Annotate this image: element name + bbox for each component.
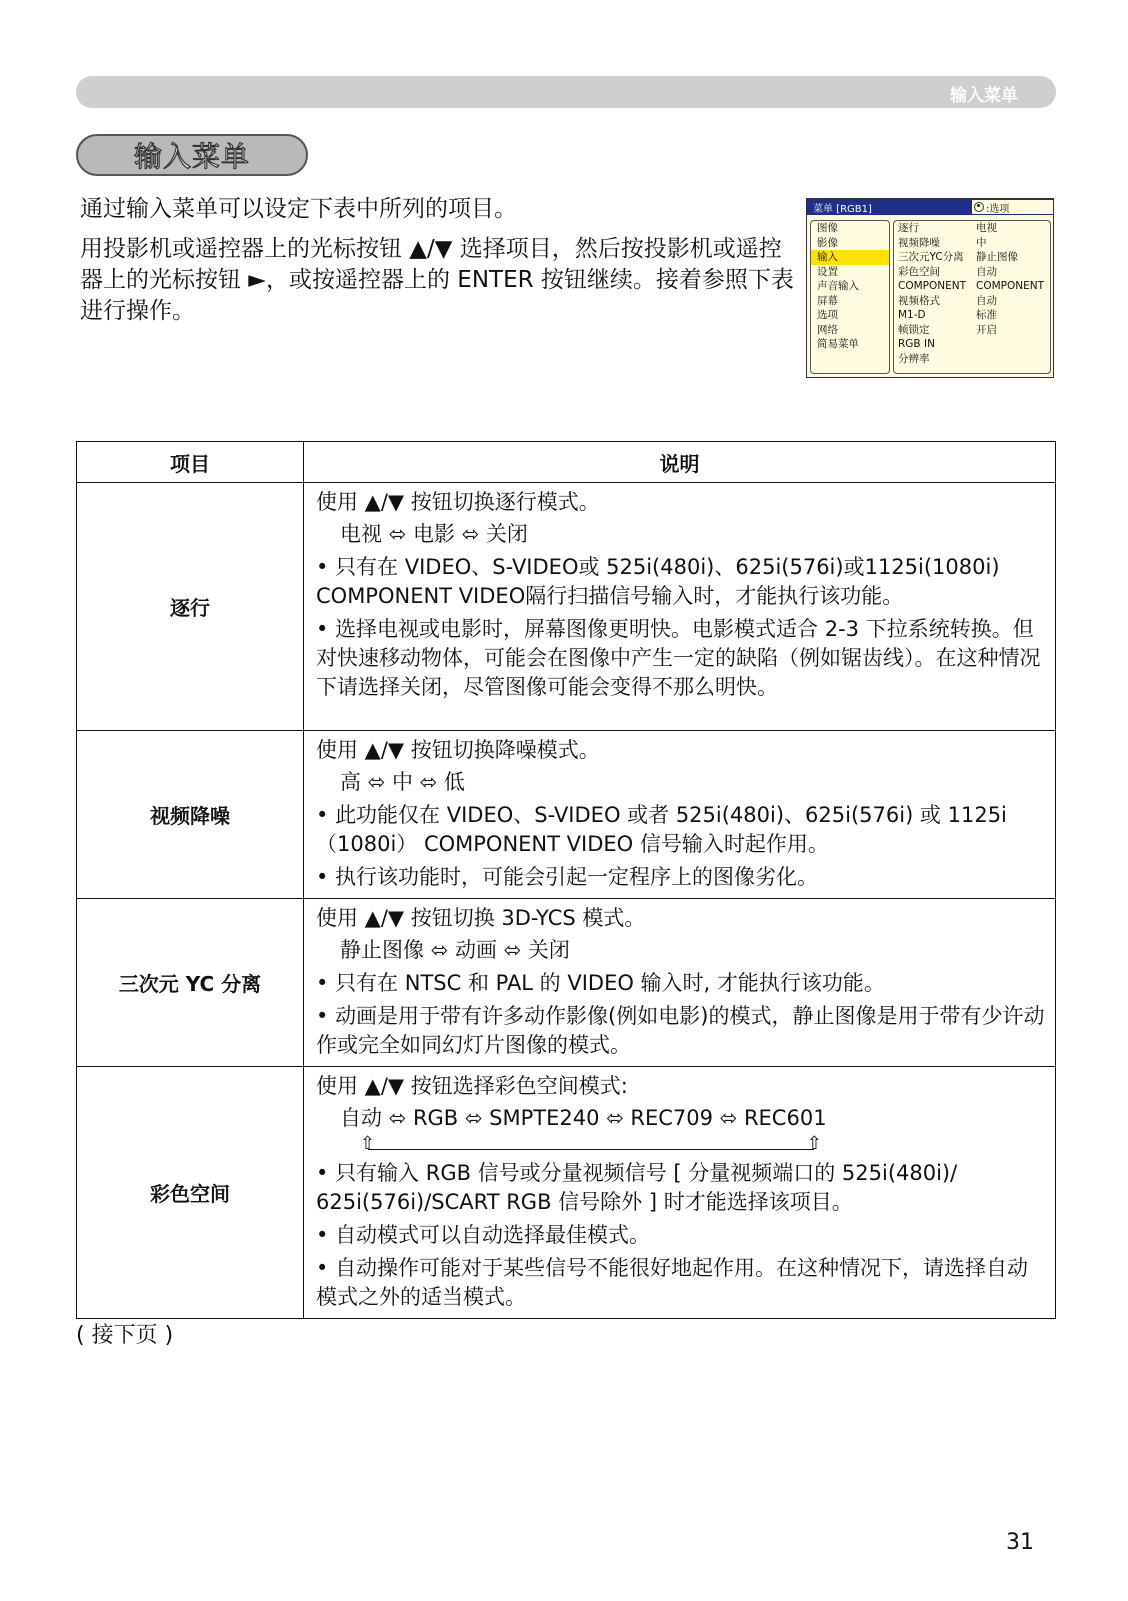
osd-menu-list <box>810 220 890 374</box>
row-item-color-space: 彩色空间 <box>77 1067 304 1319</box>
row-note: • 选择电视或电影时，屏幕图像更明快。电影模式适合 2-3 下拉系统转换。但对快速移动物体，可能会在图像中产生一定的缺陷（例如锯齿线）。在这种情况下请选择关闭，尽管图像可能会变得不那么明快。 <box>316 615 1045 702</box>
row-note: • 只有在 VIDEO、S-VIDEO或 525i(480i)、625i(576i)或1125i(1080i) COMPONENT VIDEO隔行扫描信号输入时，才能执行该功能。 <box>316 553 1045 611</box>
table-row <box>77 483 1056 731</box>
osd-menu-item: 网络 <box>817 323 838 336</box>
intro-line-2: 用投影机或遥控器上的光标按钮 ▲/▼ 选择项目，然后按投影机或遥控器上的光标按钮 ►，或按遥控器上的 ENTER 按钮继续。接着参照下表进行操作。 <box>80 236 794 324</box>
osd-hint <box>971 200 1053 214</box>
row-description <box>304 731 1056 899</box>
osd-settings-list <box>893 220 1051 374</box>
row-item-video-nr: 视频降噪 <box>77 731 304 899</box>
mode-cycle: 自动 ⬄ RGB ⬄ SMPTE240 ⬄ REC709 ⬄ REC601 <box>340 1106 827 1130</box>
osd-setting-row: 视频降噪 中 <box>898 236 987 249</box>
table-header-row <box>77 442 1056 483</box>
row-lead: 使用 ▲/▼ 按钮选择彩色空间模式: <box>316 1074 628 1098</box>
osd-setting-row: M1-D 标准 <box>898 309 997 321</box>
section-title-pill <box>76 134 308 176</box>
row-note: • 动画是用于带有许多动作影像(例如电影)的模式，静止图像是用于带有少许动作或完全如同幻灯片图像的模式。 <box>316 1002 1045 1060</box>
page-number: 31 <box>1006 1530 1034 1555</box>
up-arrow-icon: ⇧ <box>806 1133 822 1154</box>
table-row <box>77 1067 1056 1319</box>
row-description <box>304 483 1056 731</box>
row-lead: 使用 ▲/▼ 按钮切换 3D-YCS 模式。 <box>316 906 646 930</box>
row-note: • 自动模式可以自动选择最佳模式。 <box>316 1221 1045 1250</box>
row-item-progressive: 逐行 <box>77 483 304 731</box>
column-header-item: 项目 <box>77 442 304 483</box>
osd-menu-item: 简易菜单 <box>817 338 859 350</box>
osd-setting-row: 彩色空间 自动 <box>898 265 997 278</box>
row-description <box>304 1067 1056 1319</box>
osd-menu-item: 选项 <box>817 309 838 321</box>
row-description <box>304 899 1056 1067</box>
osd-setting-row: 三次元YC分离 静止图像 <box>898 251 1018 263</box>
up-arrow-icon: ⇧ <box>360 1133 376 1154</box>
continued-note: ( 接下页 ) <box>76 1323 174 1348</box>
row-note: • 此功能仅在 VIDEO、S-VIDEO 或者 525i(480i)、625i(576i) 或 1125i（1080i） COMPONENT VIDEO 信号输入时起作用。 <box>316 801 1045 859</box>
row-note: • 自动操作可能对于某些信号不能很好地起作用。在这种情况下，请选择自动模式之外的适当模式。 <box>316 1254 1045 1312</box>
osd-menu-item: 屏幕 <box>817 294 838 307</box>
osd-menu-item: 设置 <box>817 265 838 278</box>
row-note: • 只有在 NTSC 和 PAL 的 VIDEO 输入时, 才能执行该功能。 <box>316 969 1045 998</box>
header-bar <box>76 76 1056 108</box>
mode-cycle: 静止图像 ⬄ 动画 ⬄ 关闭 <box>340 938 570 962</box>
page-title: 输入菜单 <box>133 140 250 173</box>
osd-setting-row: COMPONENT COMPONENT <box>898 280 1045 292</box>
osd-setting-row: 帧锁定 开启 <box>898 323 997 336</box>
input-menu-table <box>76 441 1056 1319</box>
row-item-3d-ycs: 三次元 YC 分离 <box>77 899 304 1067</box>
osd-setting-row: 视频格式 自动 <box>898 294 997 307</box>
osd-menu-item: 图像 <box>817 222 838 234</box>
intro-line-1: 通过输入菜单可以设定下表中所列的项目。 <box>80 196 517 222</box>
column-header-description: 说明 <box>304 442 1056 483</box>
osd-menu-item: 影像 <box>817 236 838 249</box>
osd-setting-row: 分辨率 <box>898 352 930 365</box>
cycle-return-arrow <box>360 1135 822 1155</box>
row-note: • 只有输入 RGB 信号或分量视频信号 [ 分量视频端口的 525i(480i)/ 625i(576i)/SCART RGB 信号除外 ] 时才能选择该项目。 <box>316 1159 1045 1217</box>
osd-setting-row: 逐行 电视 <box>898 222 997 234</box>
mode-cycle: 高 ⬄ 中 ⬄ 低 <box>340 770 465 794</box>
row-lead: 使用 ▲/▼ 按钮切换降噪模式。 <box>316 738 600 762</box>
osd-header <box>807 199 1053 215</box>
osd-hint-text: :选项 <box>986 203 1010 215</box>
osd-menu-item: 声音输入 <box>817 280 859 292</box>
row-lead: 使用 ▲/▼ 按钮切换逐行模式。 <box>316 490 600 514</box>
mode-cycle: 电视 ⬄ 电影 ⬄ 关闭 <box>340 522 528 546</box>
dial-icon <box>974 202 984 212</box>
table-row <box>77 731 1056 899</box>
osd-menu-item-selected: 输入 <box>811 250 889 265</box>
header-section-label: 输入菜单 <box>950 86 1018 106</box>
osd-title: 菜单 [RGB1] <box>813 204 872 215</box>
table-row <box>77 899 1056 1067</box>
osd-menu-screenshot <box>806 198 1054 378</box>
row-note: • 执行该功能时，可能会引起一定程序上的图像劣化。 <box>316 863 1045 892</box>
osd-setting-row: RGB IN <box>898 338 935 350</box>
